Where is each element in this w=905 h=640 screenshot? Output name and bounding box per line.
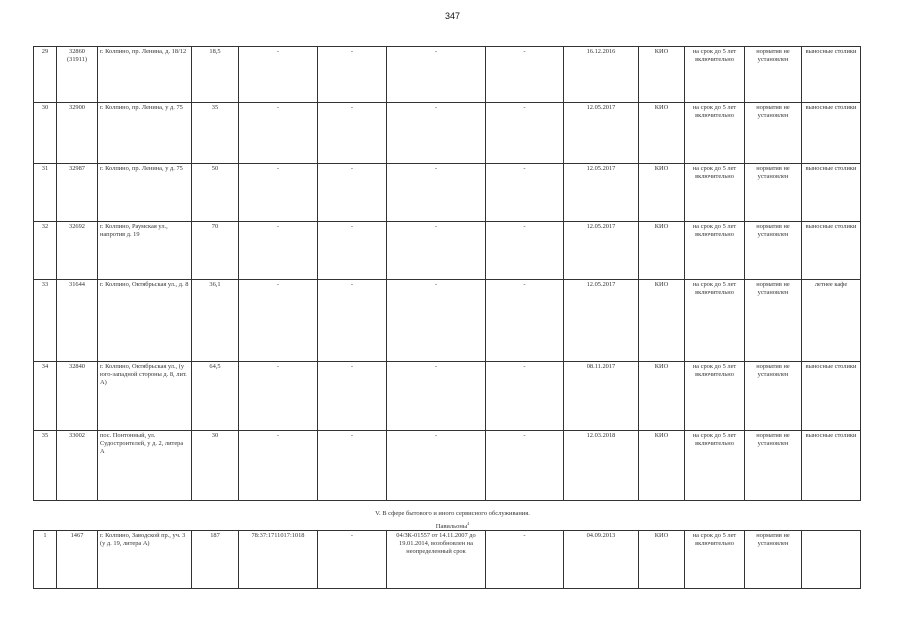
cell-area: 35 (192, 103, 239, 164)
cell-norm: норматив не установлен (745, 531, 802, 589)
cell-num: 29 (34, 47, 57, 103)
cell-area: 30 (192, 431, 239, 501)
cell-c7: - (387, 164, 486, 222)
cell-id: 32692 (57, 222, 98, 280)
cell-c8: - (486, 164, 564, 222)
table-row (34, 280, 861, 362)
cell-address: г. Колпино, Заводской пр., уч. 3 (у д. 19, литера А) (98, 531, 192, 589)
cell-c7: - (387, 280, 486, 362)
table-row (34, 531, 861, 589)
cell-type: выносные столики (802, 362, 861, 431)
cell-org: КИО (639, 103, 685, 164)
cell-norm: норматив не установлен (745, 222, 802, 280)
cell-c6: - (318, 431, 387, 501)
cell-c5: - (239, 362, 318, 431)
cell-org: КИО (639, 222, 685, 280)
cell-c5: - (239, 47, 318, 103)
section-heading: V. В сфере бытового и иного сервисного обслуживания. (375, 510, 530, 517)
cell-id: 33002 (57, 431, 98, 501)
cell-cadastral: 78:37:1711017:1018 (239, 531, 318, 589)
cell-c5: - (239, 431, 318, 501)
cell-area: 64,5 (192, 362, 239, 431)
cell-c7: - (387, 362, 486, 431)
cell-id: 31644 (57, 280, 98, 362)
cell-type: выносные столики (802, 103, 861, 164)
cell-type (802, 531, 861, 589)
cell-org: КИО (639, 431, 685, 501)
cell-address: г. Колпино, Октябрьская ул., д. 8 (98, 280, 192, 362)
cell-c7: - (387, 431, 486, 501)
cell-area: 36,1 (192, 280, 239, 362)
cell-address: пос. Понтонный, ул. Судостроителей, у д. 2, литера А (98, 431, 192, 501)
cell-norm: норматив не установлен (745, 47, 802, 103)
cell-c6: - (318, 280, 387, 362)
cell-date: 12.05.2017 (564, 280, 639, 362)
cell-num: 31 (34, 164, 57, 222)
table-row (34, 222, 861, 280)
table-row (34, 362, 861, 431)
cell-area: 18,5 (192, 47, 239, 103)
table-row (34, 431, 861, 501)
cell-norm: норматив не установлен (745, 280, 802, 362)
cell-type: летнее кафе (802, 280, 861, 362)
cell-org: КИО (639, 280, 685, 362)
cell-c5: - (239, 222, 318, 280)
cell-term: на срок до 5 лет включительно (685, 280, 745, 362)
cell-address: г. Колпино, Раумская ул., напротив д. 19 (98, 222, 192, 280)
cell-org: КИО (639, 531, 685, 589)
cell-date: 04.09.2013 (564, 531, 639, 589)
cell-term: на срок до 5 лет включительно (685, 103, 745, 164)
cell-id: 32900 (57, 103, 98, 164)
cell-c8: - (486, 362, 564, 431)
cell-c5: - (239, 103, 318, 164)
cell-date: 12.05.2017 (564, 103, 639, 164)
cell-c6: - (318, 222, 387, 280)
cell-address: г. Колпино, пр. Ленина, д. 18/12 (98, 47, 192, 103)
cell-c6: - (318, 47, 387, 103)
cell-c6: - (318, 531, 387, 589)
cell-num: 1 (34, 531, 57, 589)
cell-date: 12.05.2017 (564, 164, 639, 222)
cell-type: выносные столики (802, 222, 861, 280)
cell-c7: - (387, 103, 486, 164)
cell-c6: - (318, 103, 387, 164)
cell-norm: норматив не установлен (745, 164, 802, 222)
cell-type: выносные столики (802, 431, 861, 501)
cell-date: 12.05.2017 (564, 222, 639, 280)
cell-term: на срок до 5 лет включительно (685, 431, 745, 501)
cell-org: КИО (639, 362, 685, 431)
subsection-heading (0, 521, 905, 530)
main-table (33, 46, 861, 501)
page-number: 347 (444, 11, 461, 21)
cell-term: на срок до 5 лет включительно (685, 164, 745, 222)
cell-num: 32 (34, 222, 57, 280)
cell-org: КИО (639, 47, 685, 103)
cell-org: КИО (639, 164, 685, 222)
cell-date: 16.12.2016 (564, 47, 639, 103)
table-row (34, 103, 861, 164)
cell-term: на срок до 5 лет включительно (685, 222, 745, 280)
cell-id: 32987 (57, 164, 98, 222)
cell-num: 33 (34, 280, 57, 362)
cell-address: г. Колпино, пр. Ленина, у д. 75 (98, 164, 192, 222)
cell-id: 1467 (57, 531, 98, 589)
cell-c8: - (486, 431, 564, 501)
cell-c8: - (486, 47, 564, 103)
cell-date: 12.03.2018 (564, 431, 639, 501)
footnote-marker: 4 (467, 521, 470, 526)
cell-num: 35 (34, 431, 57, 501)
cell-term: на срок до 5 лет включительно (685, 362, 745, 431)
cell-c8: - (486, 103, 564, 164)
cell-c6: - (318, 362, 387, 431)
cell-c6: - (318, 164, 387, 222)
cell-contract: 04/ЗК-01557 от 14.11.2007 до 19.01.2014, возобновлен на неопределенный срок (387, 531, 486, 589)
cell-c8: - (486, 531, 564, 589)
cell-c7: - (387, 47, 486, 103)
cell-date: 08.11.2017 (564, 362, 639, 431)
cell-term: на срок до 5 лет включительно (685, 47, 745, 103)
cell-num: 30 (34, 103, 57, 164)
table-row (34, 47, 861, 103)
subsection-title: Павильоны (435, 523, 468, 531)
cell-c8: - (486, 222, 564, 280)
cell-c5: - (239, 280, 318, 362)
cell-address: г. Колпино, пр. Ленина, у д. 75 (98, 103, 192, 164)
section-table (33, 530, 861, 589)
cell-type: выносные столики (802, 47, 861, 103)
cell-type: выносные столики (802, 164, 861, 222)
cell-term: на срок до 5 лет включительно (685, 531, 745, 589)
cell-area: 70 (192, 222, 239, 280)
cell-c8: - (486, 280, 564, 362)
cell-norm: норматив не установлен (745, 431, 802, 501)
cell-address: г. Колпино, Октябрьская ул., (у юго-западной стороны д. 8, лит. А) (98, 362, 192, 431)
cell-c7: - (387, 222, 486, 280)
cell-area: 187 (192, 531, 239, 589)
cell-norm: норматив не установлен (745, 103, 802, 164)
cell-num: 34 (34, 362, 57, 431)
cell-id: 32840 (57, 362, 98, 431)
cell-area: 50 (192, 164, 239, 222)
cell-c5: - (239, 164, 318, 222)
cell-id: 32860 (31911) (57, 47, 98, 103)
table-row (34, 164, 861, 222)
cell-norm: норматив не установлен (745, 362, 802, 431)
